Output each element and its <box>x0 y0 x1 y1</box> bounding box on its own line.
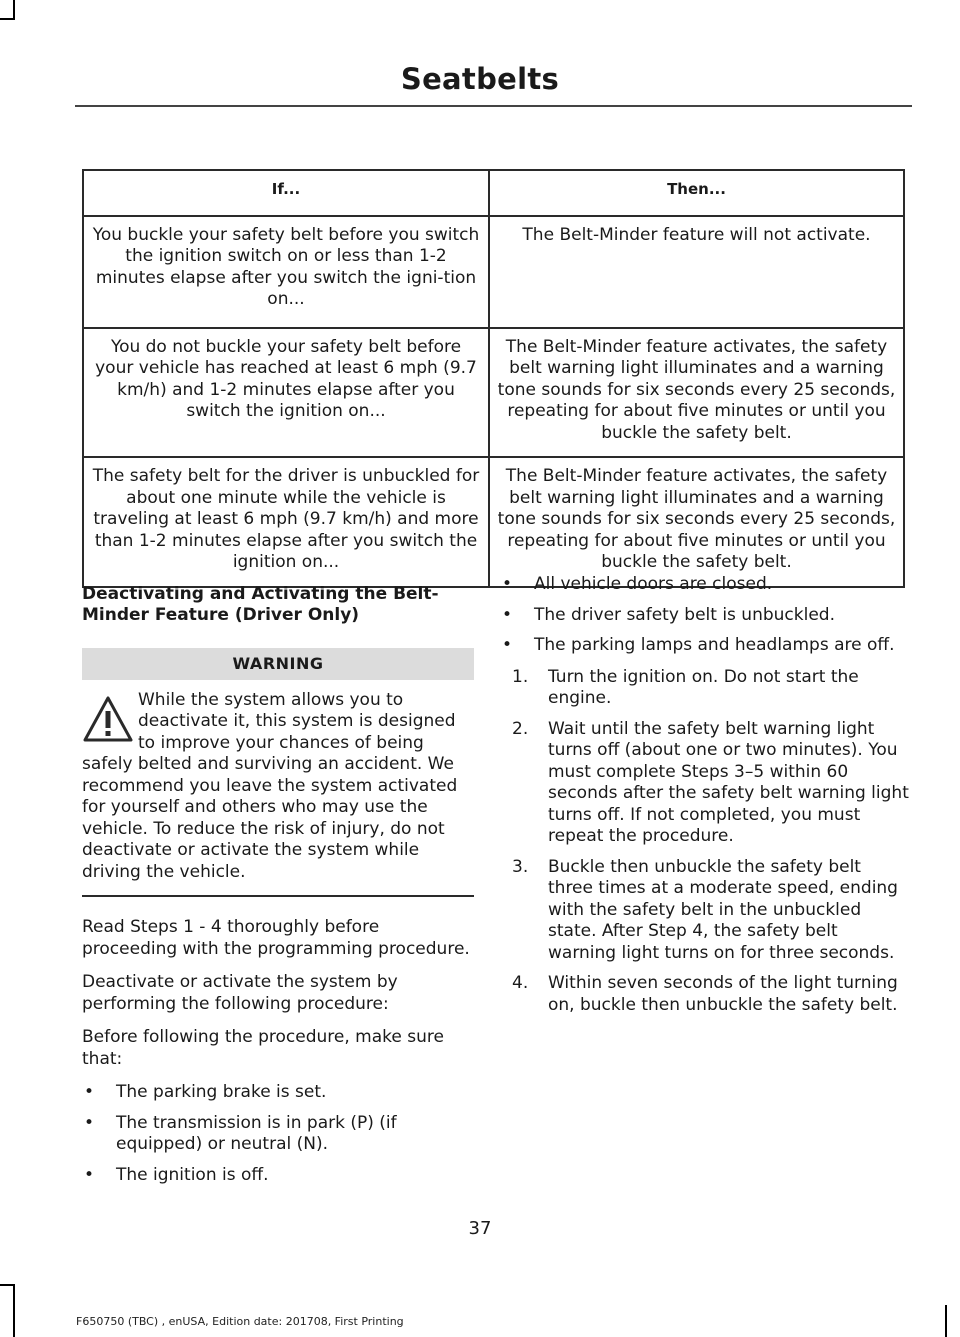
list-item: • The parking brake is set. <box>82 1082 474 1104</box>
step-number: 3. <box>512 856 529 877</box>
list-item: • All vehicle doors are closed. <box>500 574 910 596</box>
step-text: Buckle then unbuckle the safety belt three times at a moderate speed, ending with the safety belt in the unbuckled state. After Step 4, the safety belt warning light turns on for three seconds. <box>548 856 898 963</box>
table-cell-then: The Belt-Minder feature will not activate. <box>489 216 904 328</box>
table-cell-if: You do not buckle your safety belt before your vehicle has reached at least 6 mph (9.7 km/h) and 1-2 minutes elapse after you switch the ignition on... <box>83 328 489 458</box>
right-column <box>500 574 910 1025</box>
table-cell-if: You buckle your safety belt before you switch the ignition switch on or less than 1-2 minutes elapse after you switch the igni-tion on... <box>83 216 489 328</box>
list-item: • The transmission is in park (P) (if equipped) or neutral (N). <box>82 1113 474 1156</box>
page-number: 37 <box>468 1218 492 1239</box>
crop-mark <box>0 1284 15 1286</box>
step-text: Within seven seconds of the light turning on, buckle then unbuckle the safety belt. <box>548 973 898 1015</box>
warning-box <box>82 690 474 898</box>
table-row <box>83 216 904 328</box>
step-item <box>500 667 910 710</box>
table-cell-then: The Belt-Minder feature activates, the safety belt warning light illuminates and a warning tone sounds for six seconds every 25 seconds, repeating for about five minutes or until you buckle the safety belt. <box>489 457 904 587</box>
section-heading: Deactivating and Activating the Belt-Minder Feature (Driver Only) <box>82 584 439 625</box>
step-number: 2. <box>512 718 529 739</box>
step-number: 4. <box>512 973 529 993</box>
precondition-list <box>500 574 910 657</box>
crop-mark <box>945 1305 947 1337</box>
intro-paragraph: Read Steps 1 - 4 thoroughly before proceeding with the programming procedure. <box>82 917 470 959</box>
list-item: • The ignition is off. <box>82 1165 474 1187</box>
list-item: • The parking lamps and headlamps are off. <box>500 635 910 657</box>
crop-mark <box>13 0 15 20</box>
precondition-list <box>82 1082 474 1186</box>
left-column <box>82 584 474 1196</box>
table-header-if: If... <box>83 170 489 216</box>
page-title: Seatbelts <box>400 62 560 96</box>
table-row <box>83 328 904 458</box>
table-row <box>83 457 904 587</box>
table-cell-then: The Belt-Minder feature activates, the safety belt warning light illuminates and a warning tone sounds for six seconds every 25 seconds, repeating for about five minutes or until you buckle the safety belt. <box>489 328 904 458</box>
crop-mark <box>13 1284 15 1337</box>
crop-mark <box>0 18 15 20</box>
warning-text: While the system allows you to deactivate it, this system is designed to improve your chances of being safely belted and surviving an accident. We recommend you leave the system activated for yourself and others who may use the vehicle. To reduce the risk of injury, do not deactivate or activate the system while driving the vehicle. <box>82 689 458 882</box>
step-item <box>500 719 910 848</box>
procedure-steps <box>500 667 910 1017</box>
intro-paragraph: Before following the procedure, make sure that: <box>82 1027 444 1069</box>
list-item: • The driver safety belt is unbuckled. <box>500 605 910 627</box>
warning-label: WARNING <box>82 648 474 680</box>
intro-paragraph: Deactivate or activate the system by performing the following procedure: <box>82 972 398 1014</box>
warning-triangle-icon <box>82 694 134 746</box>
step-item <box>500 973 910 1016</box>
step-item <box>500 857 910 965</box>
title-divider <box>75 105 912 107</box>
table-header-row <box>83 170 904 216</box>
condition-table <box>82 169 905 588</box>
step-text: Wait until the safety belt warning light turns off (about one or two minutes). You must complete Steps 3–5 within 60 seconds after the safety belt warning light turns off. If not completed, you must repeat the procedure. <box>548 718 909 846</box>
edition-footer: F650750 (TBC) , enUSA, Edition date: 201708, First Printing <box>76 1315 404 1328</box>
table-header-then: Then... <box>489 170 904 216</box>
step-number: 1. <box>512 666 529 687</box>
step-text: Turn the ignition on. Do not start the engine. <box>548 666 859 708</box>
table-cell-if: The safety belt for the driver is unbuckled for about one minute while the vehicle is traveling at least 6 mph (9.7 km/h) and more than 1-2 minutes elapse after you switch the ignition on... <box>83 457 489 587</box>
